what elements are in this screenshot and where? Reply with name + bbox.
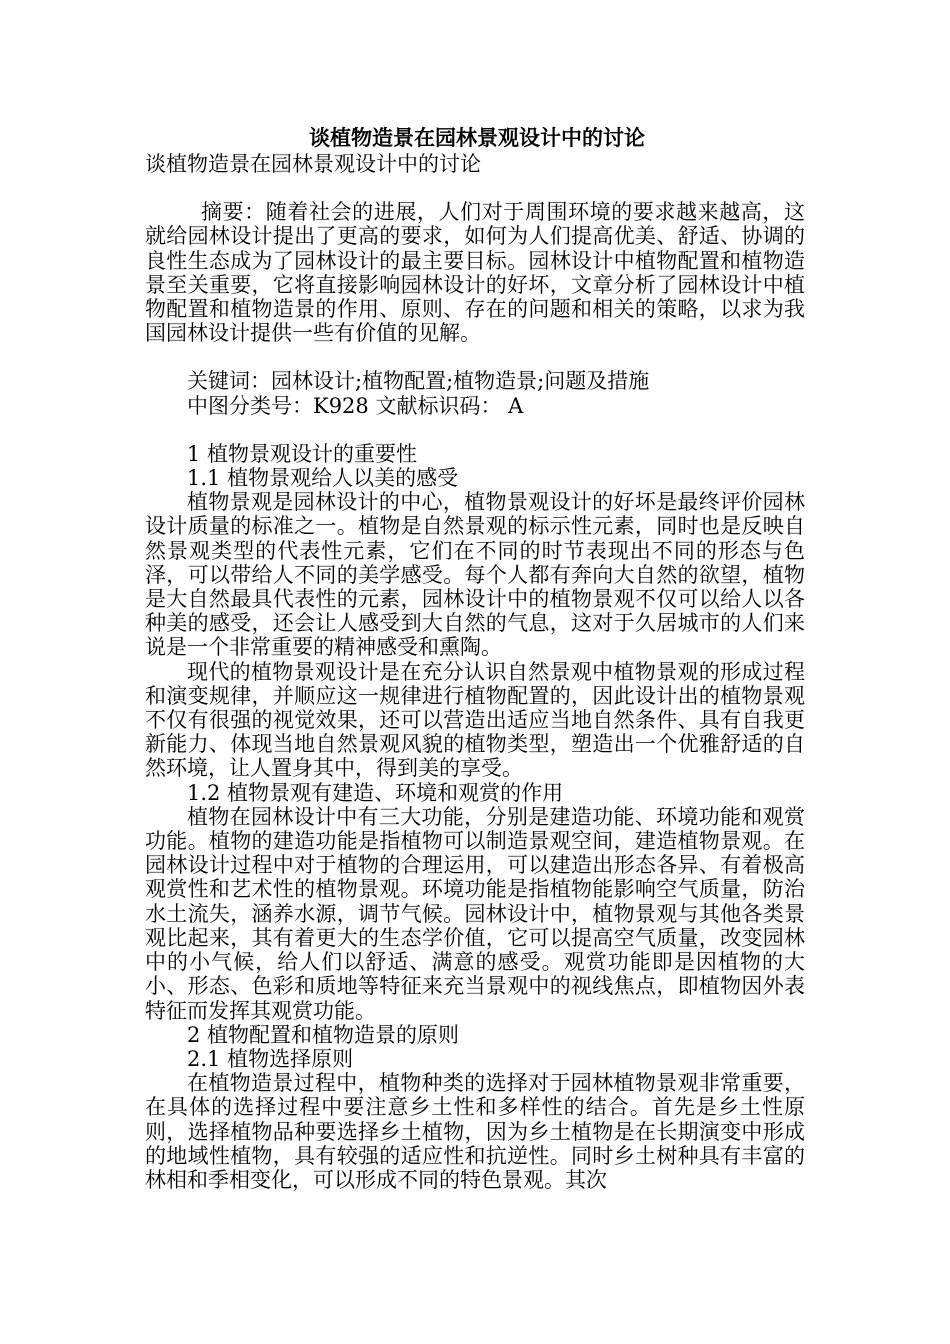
document-page: [145, 124, 805, 1192]
section-1-heading: 1 植物景观设计的重要性: [187, 441, 418, 466]
section-1-1-paragraph-1: 植物景观是园林设计的中心，植物景观设计的好坏是最终评价园林设计质量的标准之一。植物是自然景观的标示性元素，同时也是反映自然景观类型的代表性元素，它们在不同的时节表现出不同的形态与色泽，可以带给人不同的美学感受。每个人都有奔向大自然的欲望，植物是大自然最具代表性的元素，园林设计中的植物景观不仅可以给人以各种美的感受，还会让人感受到大自然的气息，这对于久居城市的人们来说是一个非常重要的精神感受和熏陶。: [145, 490, 805, 660]
classification-line: 中图分类号：K928 文献标识码： A: [187, 393, 524, 418]
section-2-1-heading: 2.1 植物选择原则: [187, 1046, 354, 1071]
section-1-1-heading: 1.1 植物景观给人以美的感受: [187, 466, 459, 491]
section-1-1-paragraph-2: 现代的植物景观设计是在充分认识自然景观中植物景观的形成过程和演变规律，并顺应这一规律进行植物配置的，因此设计出的植物景观不仅有很强的视觉效果，还可以营造出适应当地自然条件、具有自我更新能力、体现当地自然景观风貌的植物类型，塑造出一个优雅舒适的自然环境，让人置身其中，得到美的享受。: [145, 659, 805, 781]
abstract-paragraph: 摘要：随着社会的进展，人们对于周围环境的要求越来越高，这就给园林设计提出了更高的要求，如何为人们提高优美、舒适、协调的良性生态成为了园林设计的最主要目标。园林设计中植物配置和植物造景至关重要，它将直接影响园林设计的好坏，文章分析了园林设计中植物配置和植物造景的作用、原则、存在的问题和相关的策略，以求为我国园林设计提供一些有价值的见解。: [145, 200, 805, 346]
section-2-1-paragraph-1: 在植物造景过程中，植物种类的选择对于园林植物景观非常重要，在具体的选择过程中要注意乡土性和多样性的结合。首先是乡土性原则，选择植物品种要选择乡土植物，因为乡土植物是在长期演变中形成的地域性植物，具有较强的适应性和抗逆性。同时乡土树种具有丰富的林相和季相变化，可以形成不同的特色景观。其次: [145, 1071, 805, 1192]
document-title: 谈植物造景在园林景观设计中的讨论: [309, 126, 645, 150]
section-1-2-heading: 1.2 植物景观有建造、环境和观赏的作用: [187, 780, 564, 805]
keywords-line: 关键词：园林设计;植物配置;植物造景;问题及措施: [187, 369, 650, 394]
section-1-2-paragraph-1: 植物在园林设计中有三大功能，分别是建造功能、环境功能和观赏功能。植物的建造功能是指植物可以制造景观空间，建造植物景观。在园林设计过程中对于植物的合理运用，可以建造出形态各异、有着极高观赏性和艺术性的植物景观。环境功能是指植物能影响空气质量，防治水土流失，涵养水源，调节气候。园林设计中，植物景观与其他各类景观比起来，其有着更大的生态学价值，它可以提高空气质量，改变园林中的小气候，给人们以舒适、满意的感受。观赏功能即是因植物的大小、形态、色彩和质地等特征来充当景观中的视线焦点，即植物因外表特征而发挥其观赏功能。: [145, 804, 805, 1023]
document-subtitle: 谈植物造景在园林景观设计中的讨论: [145, 152, 481, 176]
section-2-heading: 2 植物配置和植物造景的原则: [187, 1022, 460, 1047]
